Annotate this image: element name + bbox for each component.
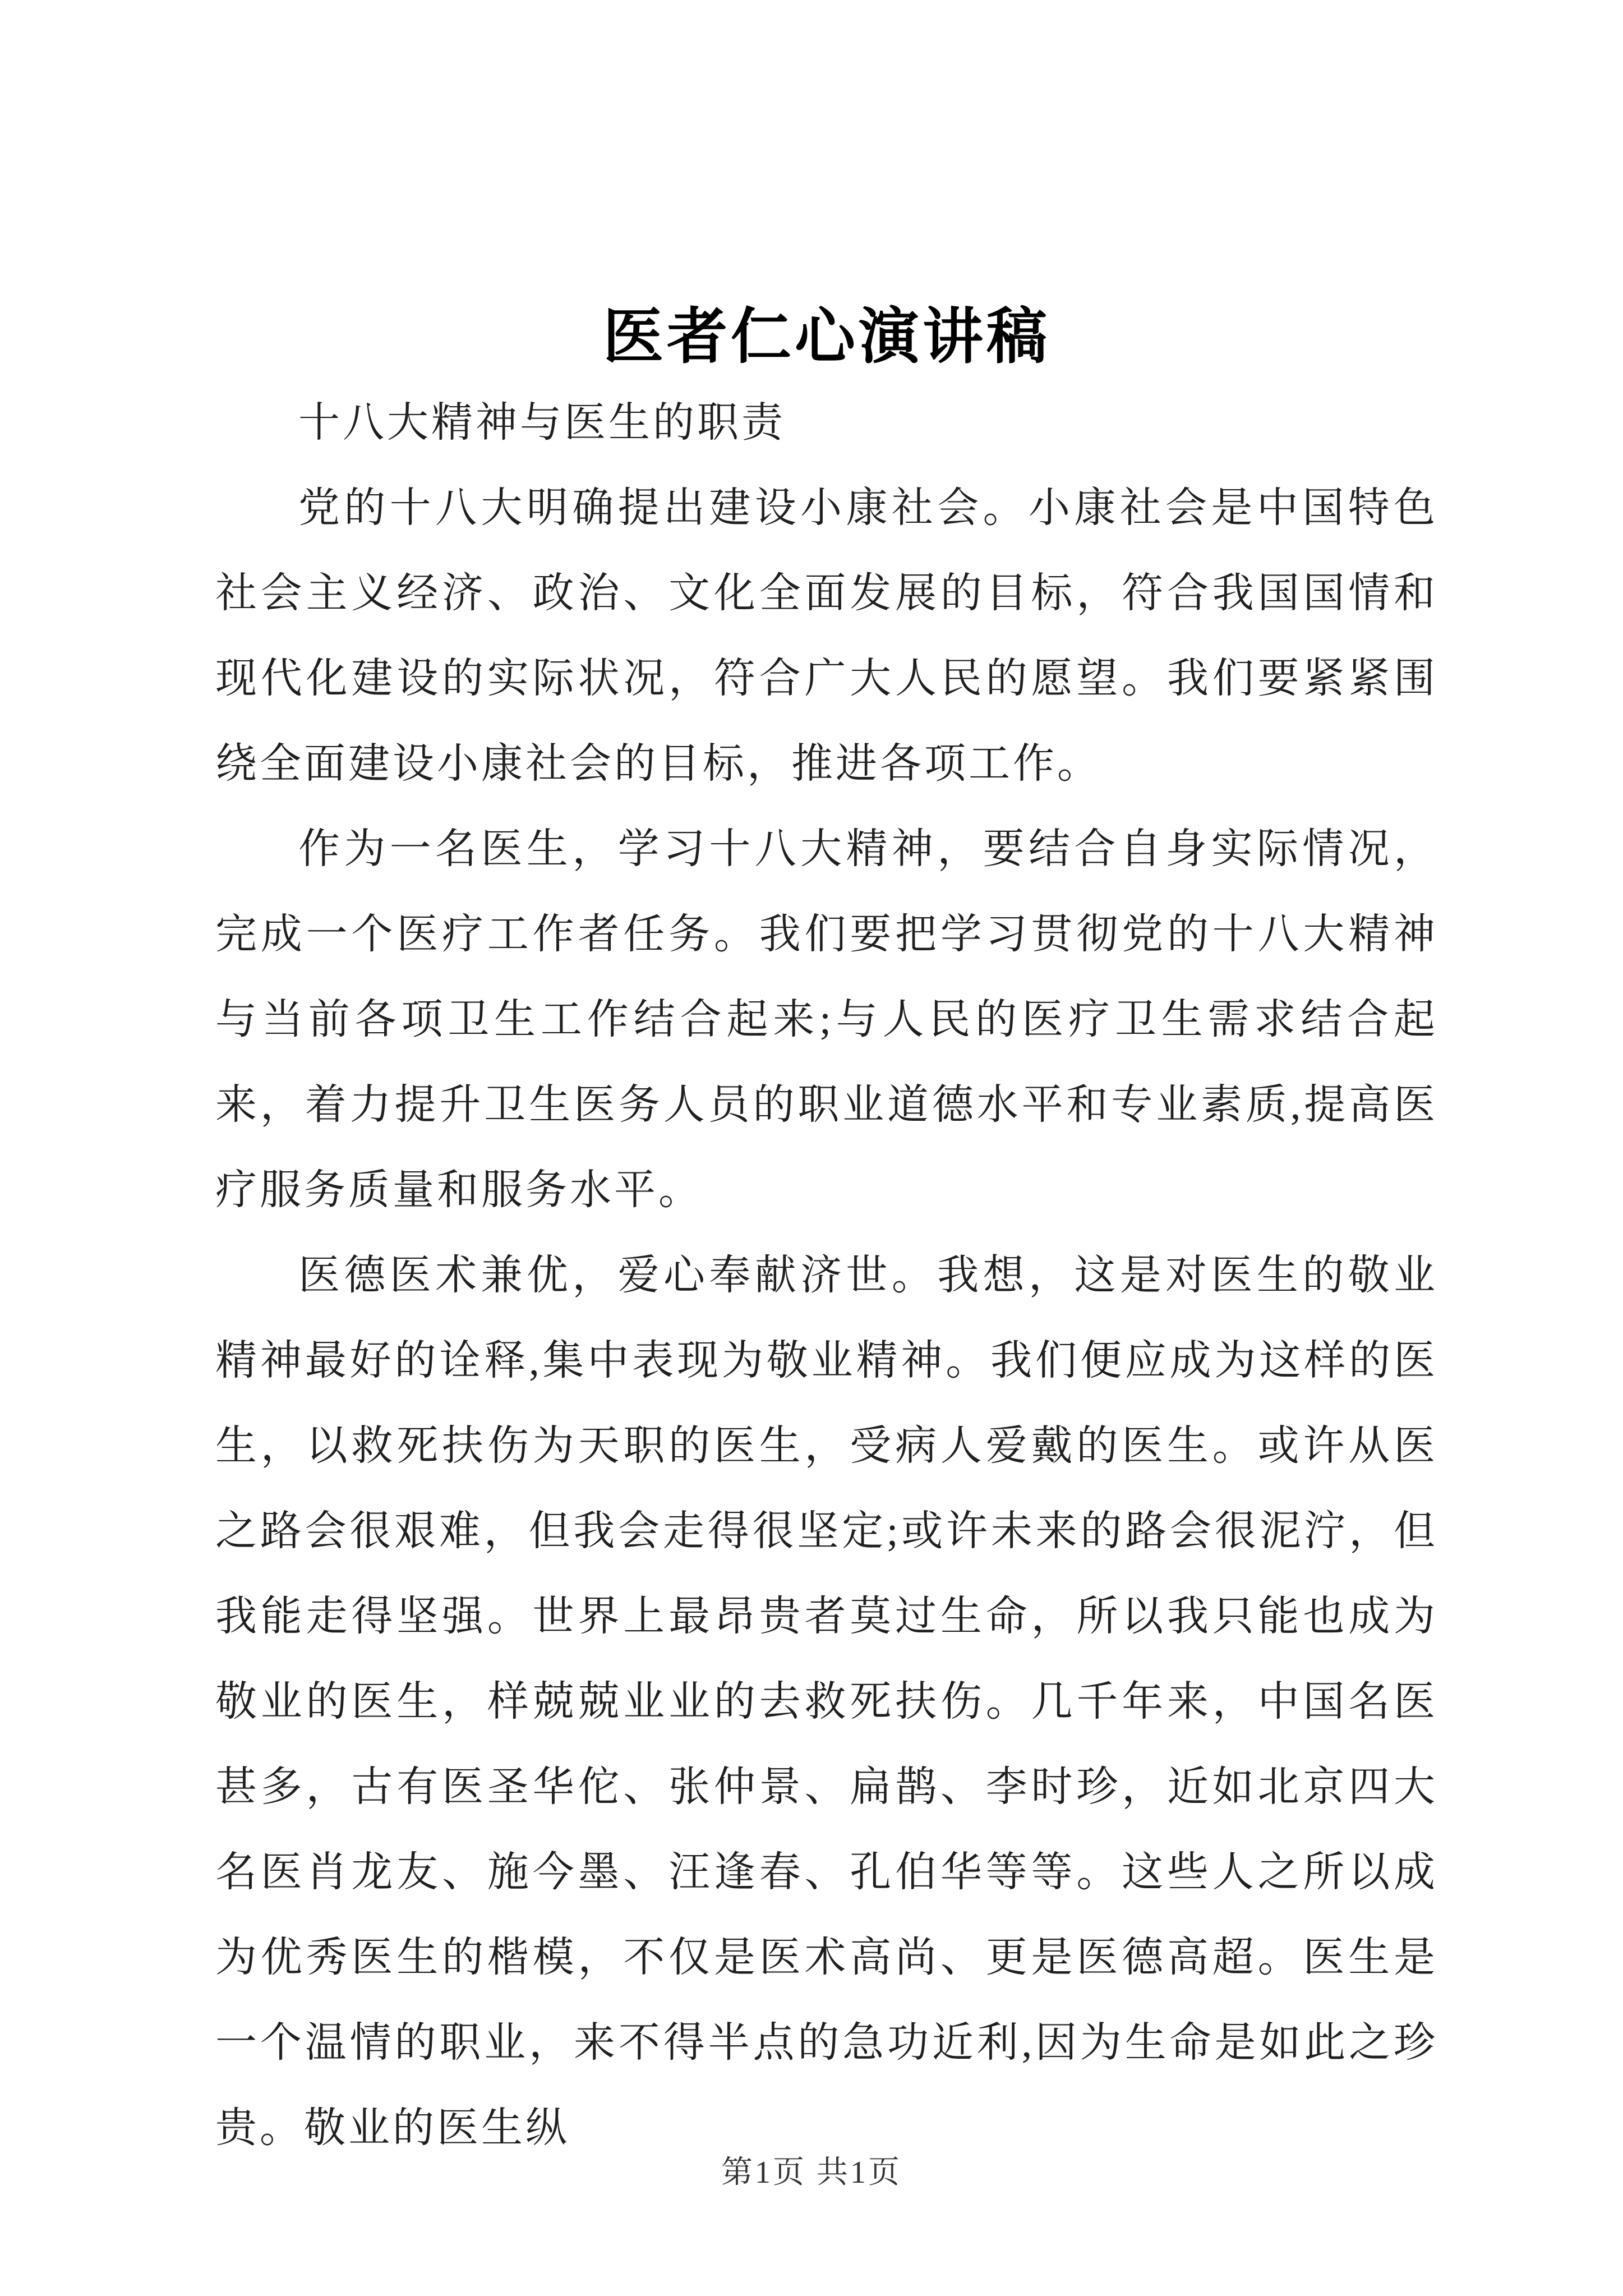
document-content [215, 303, 1438, 2171]
document-title: 医者仁心演讲稿 [602, 304, 1050, 371]
paragraph: 医德医术兼优，爱心奉献济世。我想，这是对医生的敬业精神最好的诠释,集中表现为敬业精神。我们便应成为这样的医生，以救死扶伤为天职的医生，受病人爱戴的医生。或许从医之路会很艰难，但我会走得很坚定;或许未来的路会很泥泞，但我能走得坚强。世界上最昂贵者莫过生命，所以我只能也成为敬业的医生，样兢兢业业的去救死扶伤。几千年来，中国名医甚多，古有医圣华佗、张仲景、扁鹊、李时珍，近如北京四大名医肖龙友、施今墨、汪逢春、孔伯华等等。这些人之所以成为优秀医生的楷模，不仅是医术高尚、更是医德高超。医生是一个温情的职业，来不得半点的急功近利,因为生命是如此之珍贵。敬业的医生纵 [215, 1253, 1438, 2152]
paragraph: 党的十八大明确提出建设小康社会。小康社会是中国特色社会主义经济、政治、文化全面发展的目标，符合我国国情和现代化建设的实际状况，符合广大人民的愿望。我们要紧紧围绕全面建设小康社会的目标，推进各项工作。 [215, 485, 1438, 788]
paragraph: 作为一名医生，学习十八大精神，要结合自身实际情况，完成一个医疗工作者任务。我们要把学习贯彻党的十八大精神与当前各项卫生工作结合起来;与人民的医疗卫生需求结合起来，着力提升卫生医务人员的职业道德水平和专业素质,提高医疗服务质量和服务水平。 [215, 826, 1438, 1214]
page-number-footer: 第1页 共1页 [721, 2155, 902, 2190]
paragraph-subheading: 十八大精神与医生的职责 [298, 400, 786, 447]
